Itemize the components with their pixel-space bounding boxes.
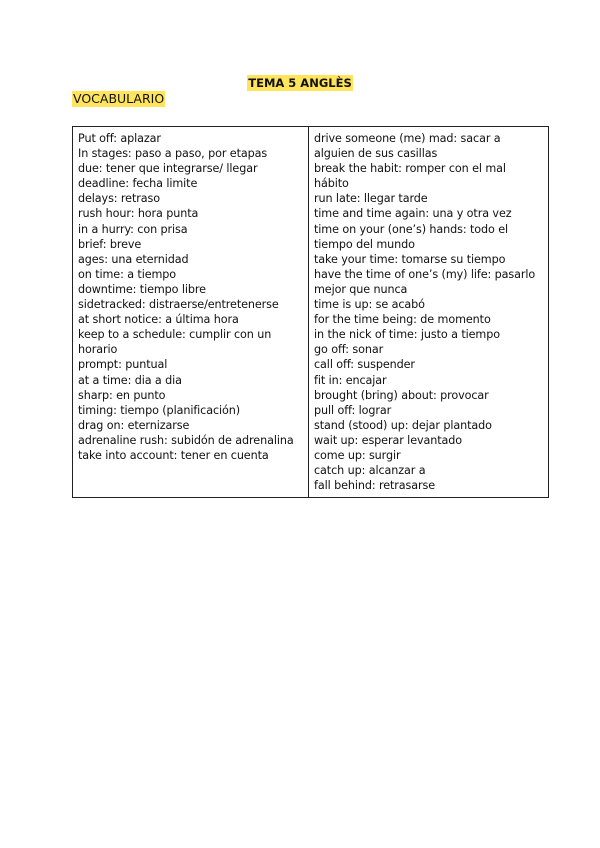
vocab-entry: drag on: eternizarse (78, 418, 190, 432)
vocab-entry: for the time being: de momento (314, 313, 491, 327)
vocab-entry: catch up: alcanzar a (314, 464, 426, 478)
vocab-entry: take into account: tener en cuenta (78, 448, 269, 462)
vocab-entry: keep to a schedule: cumplir con un horario (78, 328, 272, 357)
vocabulary-right-column (309, 127, 549, 498)
vocab-entry: at short notice: a última hora (78, 313, 239, 327)
vocab-entry: fit in: encajar (314, 373, 387, 387)
title-wrapper (0, 72, 600, 91)
vocab-entry: sharp: en punto (78, 388, 166, 402)
vocab-entry: in a hurry: con prisa (78, 222, 188, 236)
vocab-entry: adrenaline rush: subidón de adrenalina (78, 433, 294, 447)
vocab-entry: stand (stood) up: dejar plantado (314, 418, 492, 432)
vocab-entry: have the time of one’s (my) life: pasarlo mejor que nunca (314, 267, 536, 296)
vocab-entry: on time: a tiempo (78, 267, 177, 281)
vocab-entry: rush hour: hora punta (78, 207, 199, 221)
vocab-entry: time is up: se acabó (314, 298, 425, 312)
vocab-entry: in the nick of time: justo a tiempo (314, 328, 500, 342)
vocab-entry: brought (bring) about: provocar (314, 388, 489, 402)
vocab-entry: ages: una eternidad (78, 252, 189, 266)
vocab-entry: call off: suspender (314, 358, 415, 372)
vocabulary-table (72, 126, 549, 498)
table-row (73, 127, 549, 498)
vocab-entry: drive someone (me) mad: sacar a alguien de sus casillas (314, 132, 501, 161)
vocab-entry: pull off: lograr (314, 403, 392, 417)
vocab-entry: brief: breve (78, 237, 142, 251)
vocab-entry: come up: surgir (314, 448, 401, 462)
vocab-entry: due: tener que integrarse/ llegar (78, 162, 258, 176)
vocab-entry: deadline: fecha limite (78, 177, 198, 191)
vocab-entry: time and time again: una y otra vez (314, 207, 512, 221)
vocab-entry: In stages: paso a paso, por etapas (78, 147, 268, 161)
vocab-entry: take your time: tomarse su tiempo (314, 252, 506, 266)
vocab-entry: prompt: puntual (78, 358, 168, 372)
vocab-entry: delays: retraso (78, 192, 160, 206)
vocab-entry: wait up: esperar levantado (314, 433, 463, 447)
document-title: TEMA 5 ANGLÈS (248, 76, 352, 90)
vocab-entry: run late: llegar tarde (314, 192, 428, 206)
section-heading: VOCABULARIO (73, 91, 165, 106)
vocab-entry: time on your (one’s) hands: todo el tiempo del mundo (314, 222, 509, 251)
vocab-entry: go off: sonar (314, 343, 384, 357)
vocab-entry: timing: tiempo (planificación) (78, 403, 241, 417)
vocabulary-left-column (73, 127, 309, 498)
vocab-entry: at a time: dia a dia (78, 373, 182, 387)
vocab-entry: fall behind: retrasarse (314, 479, 436, 493)
vocab-entry: break the habit: romper con el mal hábito (314, 162, 506, 191)
vocab-entry: sidetracked: distraerse/entretenerse (78, 298, 279, 312)
vocab-entry: downtime: tiempo libre (78, 282, 206, 296)
vocab-entry: Put off: aplazar (78, 132, 161, 145)
